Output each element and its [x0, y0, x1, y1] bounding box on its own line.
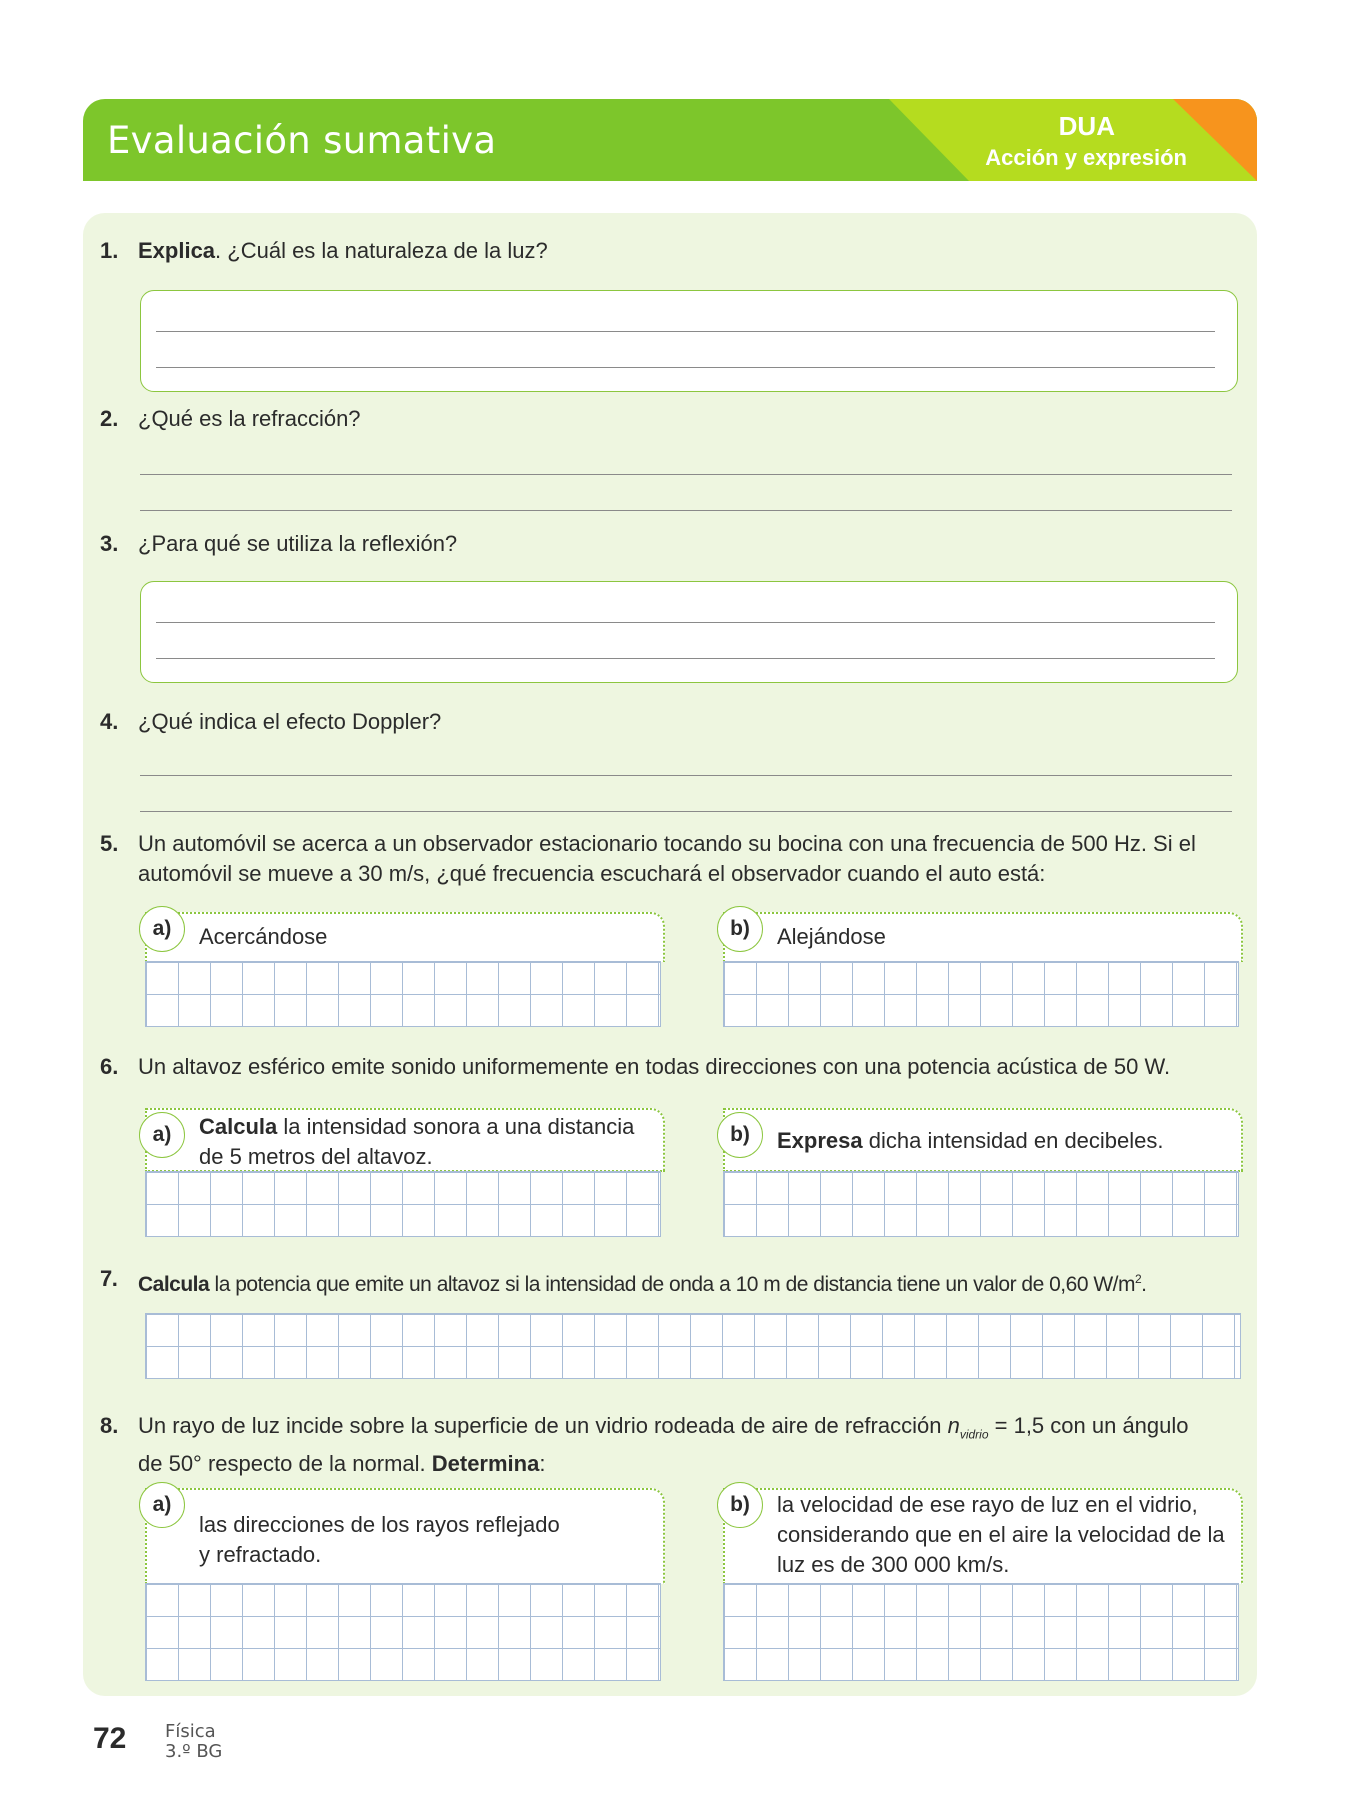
question-text: la potencia que emite un altavoz si la intensidad de onda a 10 m de distancia tiene un valor de 0,60 W/m	[209, 1273, 1135, 1296]
subquestion-text: la velocidad de ese rayo de luz en el vidrio,	[777, 1492, 1198, 1517]
answer-line[interactable]	[140, 510, 1232, 511]
subscript: vidrio	[959, 1427, 989, 1442]
question-text: ¿Qué indica el efecto Doppler?	[138, 709, 442, 734]
answer-grid-7[interactable]	[145, 1313, 1241, 1379]
page-number: 72	[93, 1722, 127, 1755]
subquestion-text: luz es de 300 000 km/s.	[777, 1552, 1010, 1577]
answer-grid-5a[interactable]	[145, 961, 661, 1027]
page-title: Evaluación sumativa	[107, 119, 497, 162]
label-badge: b)	[717, 1112, 763, 1158]
question-text-line: automóvil se mueve a 30 m/s, ¿qué frecuencia escuchará el observador cuando el auto está:	[138, 861, 1046, 886]
label-badge: a)	[139, 906, 185, 952]
answer-grid-6b[interactable]	[723, 1171, 1239, 1237]
answer-grid-6a[interactable]	[145, 1171, 661, 1237]
question-text: = 1,5 con un ángulo	[988, 1413, 1189, 1438]
answer-line	[156, 331, 1215, 332]
label-badge: b)	[717, 1482, 763, 1528]
question-text: Un altavoz esférico emite sonido uniformemente en todas direcciones con una potencia acústica de 50 W.	[138, 1054, 1171, 1079]
question-number: 3.	[100, 531, 119, 556]
question-end: .	[1141, 1273, 1147, 1296]
subquestion-text: considerando que en el aire la velocidad de la	[777, 1522, 1225, 1547]
question-number: 4.	[100, 709, 119, 734]
label-badge: a)	[139, 1112, 185, 1158]
answer-box-3[interactable]	[140, 581, 1238, 683]
answer-line	[156, 367, 1215, 368]
question-text: :	[539, 1451, 546, 1477]
answer-line	[156, 622, 1215, 623]
question-text: . ¿Cuál es la naturaleza de la luz?	[215, 238, 548, 263]
dua-title: DUA	[1058, 111, 1115, 141]
subject-name: Física	[165, 1721, 216, 1742]
answer-grid-8a[interactable]	[145, 1583, 661, 1681]
subquestion-text: de 5 metros del altavoz.	[199, 1144, 433, 1169]
question-verb: Calcula	[138, 1273, 210, 1296]
subquestion-text: Acercándose	[199, 924, 328, 949]
question-number: 2.	[100, 406, 119, 431]
dua-subtitle: Acción y expresión	[985, 145, 1187, 170]
question-number: 1.	[100, 238, 119, 263]
answer-line[interactable]	[140, 811, 1232, 812]
subquestion-text: dicha intensidad en decibeles.	[862, 1128, 1164, 1153]
question-verb: Determina	[431, 1451, 540, 1477]
header-banner	[83, 99, 1257, 181]
refraction-symbol: n	[947, 1413, 960, 1438]
question-number: 5.	[100, 831, 119, 856]
answer-box-1[interactable]	[140, 290, 1238, 392]
subquestion-text: las direcciones de los rayos reflejado	[199, 1512, 560, 1537]
superscript: 2	[1134, 1272, 1142, 1286]
answer-grid-5b[interactable]	[723, 961, 1239, 1027]
subquestion-text: la intensidad sonora a una distancia	[277, 1114, 635, 1139]
question-text: Un rayo de luz incide sobre la superficie de un vidrio rodeada de aire de refracción	[138, 1413, 948, 1438]
answer-line[interactable]	[140, 474, 1232, 475]
question-verb: Explica	[138, 238, 216, 263]
subquestion-text: Alejándose	[777, 924, 886, 949]
question-number: 7.	[100, 1266, 118, 1291]
question-text: de 50° respecto de la normal.	[138, 1451, 432, 1477]
answer-line[interactable]	[140, 775, 1232, 776]
subquestion-verb: Calcula	[199, 1114, 278, 1139]
footer-subject	[165, 1722, 222, 1762]
question-text: ¿Qué es la refracción?	[138, 406, 361, 431]
question-text-line: Un automóvil se acerca a un observador estacionario tocando su bocina con una frecuencia de 500 Hz. Si el	[138, 831, 1196, 856]
answer-line	[156, 658, 1215, 659]
question-text: ¿Para qué se utiliza la reflexión?	[138, 531, 458, 556]
subquestion-text: y refractado.	[199, 1542, 322, 1567]
label-badge: b)	[717, 906, 763, 952]
question-number: 6.	[100, 1054, 119, 1079]
label-badge: a)	[139, 1482, 185, 1528]
subquestion-verb: Expresa	[777, 1128, 863, 1153]
grade-label: 3.º BG	[165, 1741, 223, 1762]
answer-grid-8b[interactable]	[723, 1583, 1239, 1681]
question-number: 8.	[100, 1413, 119, 1438]
